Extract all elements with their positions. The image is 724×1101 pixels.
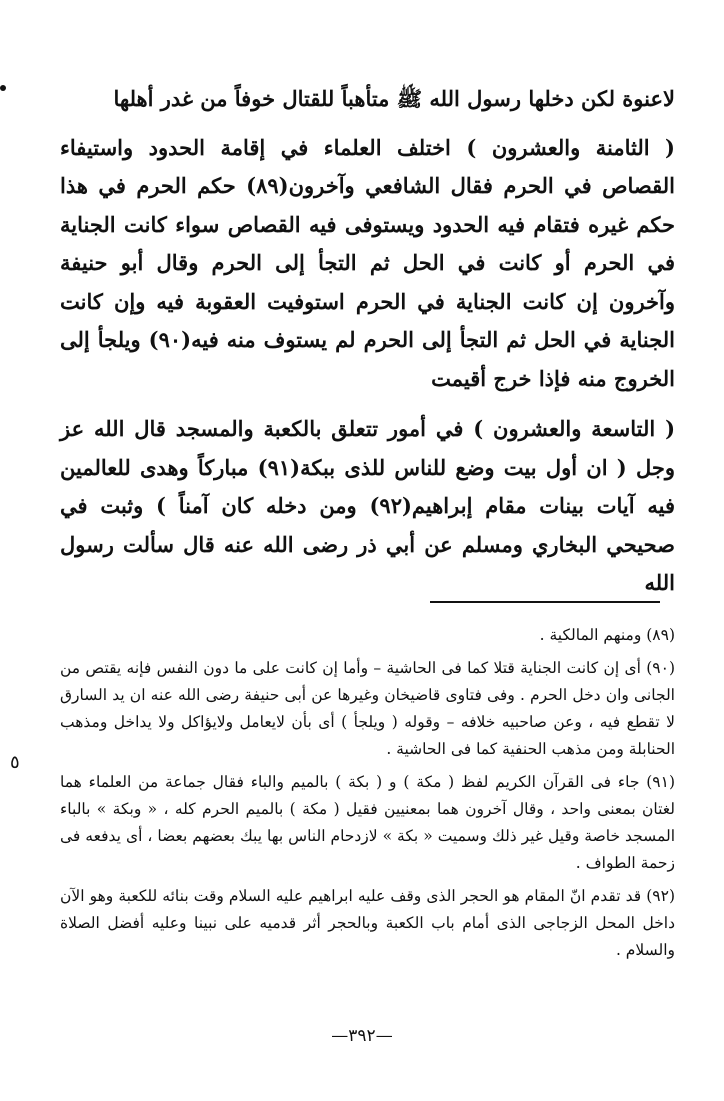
- footnote-89: (٨٩) ومنهم المالكية .: [539, 626, 675, 644]
- footnote-90: (٩٠) أى إن كانت الجناية قتلا كما فى الحاشية – وأما إن كانت على ما دون النفس فإنه يقتص من الجانى وان دخل الحرم . وفى فتاوى قاضيخان وغيرها عن أبى حنيفة رضى الله عنه ان يد السارق لا تقطع فيه ، وعن صاحبيه خلافه – وقوله ( ويلجأ ) أى بأن لايعامل ولايؤاكل ولا يداخل ومذهب الحنابلة ومن مذهب الحنفية كما فى الحاشية .: [60, 659, 675, 758]
- footnote-91: (٩١) جاء فى القرآن الكريم لفظ ( مكة ) و ( بكة ) بالميم والباء فقال جماعة من العلماء هما لغتان بمعنى واحد ، وقال آخرون هما بمعنيين فقيل ( مكة ) بالميم الحرم كله ، « وبكة » بالباء المسجد خاصة وقيل غير ذلك وسميت « بكة » لازدحام الناس بها يبك بعضهم بعضا ، أى يدفعه فى زحمة الطواف .: [60, 773, 675, 872]
- margin-line-marker: ٥: [10, 752, 20, 773]
- paragraph-section-29: ( التاسعة والعشرون ) في أمور تتعلق بالكعبة والمسجد قال الله عز وجل ( ان أول بيت وضع للناس للذى ببكة(٩١) مباركاً وهدى للعالمين فيه آيات بينات مقام إبراهيم(٩٢) ومن دخله كان آمناً ) وثبت في صحيحي البخاري ومسلم عن أبي ذر رضى الله عنه قال سألت رسول الله: [60, 416, 676, 595]
- main-text: [60, 80, 675, 603]
- margin-dot: [0, 85, 6, 91]
- footnote-divider: [430, 601, 660, 603]
- page-number: —٣٩٢—: [331, 1026, 393, 1046]
- paragraph-section-28: ( الثامنة والعشرون ) اختلف العلماء في إقامة الحدود واستيفاء القصاص في الحرم فقال الشافعي وآخرون(٨٩) حكم الحرم في هذا حكم غيره فتقام فيه الحدود ويستوفى فيه القصاص سواء كانت الجناية في الحرم أو كانت في الحل ثم التجأ إلى الحرم وقال أبو حنيفة وآخرون إن كانت الجناية في الحرم استوفيت العقوبة فيه وإن كانت الجناية في الحل ثم التجأ إلى الحرم لم يستوف منه فيه(٩٠) ويلجأ إلى الخروج منه فإذا خرج أقيمت: [60, 134, 676, 391]
- footnote-92: (٩٢) قد تقدم انّ المقام هو الحجر الذى وقف عليه ابراهيم عليه السلام وقت بنائه للكعبة وهو الآن داخل المحل الزجاجى الذى أمام باب الكعبة وبالحجر أثر قدميه على نبينا وعليه أفضل الصلاة والسلام .: [60, 887, 675, 959]
- footnotes: [60, 622, 675, 970]
- paragraph-opening-line: لاعنوة لكن دخلها رسول الله ﷺ متأهباً للقتال خوفاً من غدر أهلها: [113, 86, 675, 111]
